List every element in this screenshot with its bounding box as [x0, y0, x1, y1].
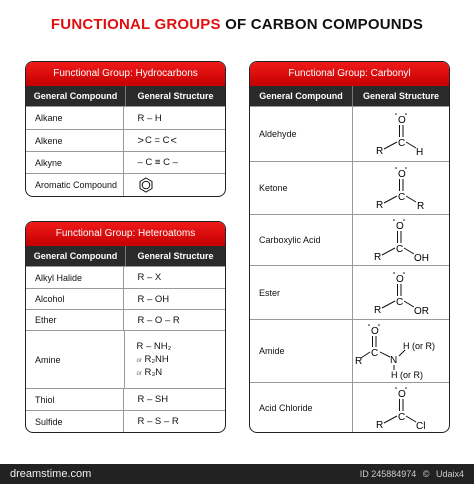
structure-alkene	[124, 130, 226, 151]
ester-structure-diagram	[366, 270, 436, 316]
compound-name: Thiol	[26, 389, 124, 410]
compound-name: Alkyne	[26, 152, 124, 173]
r-group-label: R	[376, 200, 384, 211]
compound-name: Ether	[26, 310, 124, 330]
substituent-label: R	[417, 201, 425, 211]
oxygen-label: O	[398, 115, 406, 126]
compound-name: Alkyl Halide	[26, 267, 124, 288]
carbon-label: C	[396, 296, 404, 308]
compound-name: Ester	[250, 266, 353, 319]
r-group-label: R	[374, 252, 382, 263]
structure-alkane: R – H	[137, 112, 162, 124]
substituent-label: OH	[414, 253, 429, 263]
column-header-compound: General Compound	[26, 86, 126, 106]
amine-secondary: R₂NH	[144, 354, 169, 365]
compound-name: Alcohol	[26, 289, 124, 309]
compound-name: Alkane	[26, 107, 124, 129]
structure-sulfide: R – S – R	[137, 416, 179, 427]
table-row-amine	[26, 330, 225, 388]
r-group-label: R	[376, 419, 384, 431]
carbonyl-card	[249, 61, 450, 433]
hydrocarbons-column-headers	[26, 86, 225, 106]
amine-secondary-line	[137, 354, 169, 365]
amide-structure-diagram	[353, 322, 449, 380]
structure-amine	[125, 331, 226, 388]
table-row-ether	[26, 309, 225, 330]
column-header-compound: General Compound	[250, 86, 353, 106]
amine-tertiary: R₃N	[144, 367, 163, 378]
substituent-label: OR	[414, 305, 429, 316]
compound-name: Sulfide	[26, 411, 124, 432]
r-group-label: R	[376, 146, 384, 157]
carbon-label: C	[396, 244, 404, 255]
structure-alkyne: – C ≡ C –	[137, 157, 178, 168]
oxygen-label: O	[396, 221, 404, 232]
table-row-acid-chloride	[250, 382, 449, 432]
carbonyl-header: Functional Group: Carbonyl	[250, 62, 449, 86]
aldehyde-structure-diagram	[368, 111, 434, 157]
table-row-alkene	[26, 129, 225, 151]
compound-name: Carboxylic Acid	[250, 215, 353, 265]
table-row-ketone	[250, 161, 449, 214]
title-part-red: FUNCTIONAL GROUPS	[50, 16, 221, 33]
hydrocarbons-card	[25, 61, 226, 197]
oxygen-label: O	[398, 388, 406, 400]
table-row-ester	[250, 265, 449, 319]
benzene-ring-icon	[138, 177, 154, 193]
column-header-structure: General Structure	[137, 91, 214, 101]
structure-carboxylic-acid	[353, 215, 449, 265]
ketone-structure-diagram	[368, 165, 434, 211]
structure-aldehyde	[353, 107, 449, 161]
structure-alkyl-halide: R – X	[137, 272, 162, 283]
amine-or-label: or	[136, 358, 142, 364]
structure-amide	[353, 320, 449, 382]
title-part-black: OF CARBON COMPOUNDS	[225, 16, 424, 33]
table-row-aldehyde	[250, 106, 449, 161]
table-row-amide	[250, 319, 449, 382]
alkene-core: C = C	[144, 135, 170, 146]
r-group-label: R	[374, 304, 382, 316]
alkene-left-bonds: >	[137, 134, 144, 147]
amine-or-label: or	[136, 371, 142, 377]
compound-name: Acid Chloride	[250, 383, 353, 432]
table-row-sulfide	[26, 410, 225, 432]
amide-substituent-lower: H (or R)	[391, 370, 423, 380]
table-row-carboxylic-acid	[250, 214, 449, 265]
amine-tertiary-line	[137, 367, 163, 378]
structure-acid-chloride	[353, 383, 449, 432]
compound-name: Alkene	[26, 130, 124, 151]
oxygen-label: O	[371, 326, 379, 337]
nitrogen-label: N	[390, 355, 398, 366]
carboxylic-acid-structure-diagram	[366, 217, 436, 263]
table-row-alkyl-halide	[26, 266, 225, 288]
carbon-label: C	[398, 411, 406, 423]
compound-name: Amide	[250, 320, 353, 382]
footer-credits: ID 245884974 © Udaix4	[359, 469, 464, 479]
acid-chloride-structure-diagram	[368, 385, 434, 431]
structure-aromatic	[124, 174, 226, 196]
substituent-label: Cl	[416, 420, 426, 431]
heteroatoms-header: Functional Group: Heteroatoms	[26, 222, 225, 246]
table-row-alkyne	[26, 151, 225, 173]
amine-primary: R – NH₂	[136, 341, 172, 352]
compound-name: Amine	[26, 331, 125, 388]
structure-ester	[353, 266, 449, 319]
compound-name: Aromatic Compound	[26, 174, 124, 196]
oxygen-label: O	[396, 273, 404, 285]
column-header-structure: General Structure	[362, 91, 440, 101]
amide-substituent-upper: H (or R)	[403, 341, 435, 351]
structure-ether: R – O – R	[137, 314, 180, 326]
image-id: ID 245884974	[359, 469, 417, 479]
structure-ketone	[353, 162, 449, 214]
r-group-label: R	[355, 356, 363, 367]
carbon-label: C	[398, 138, 406, 149]
heteroatoms-column-headers	[26, 246, 225, 266]
table-row-thiol	[26, 388, 225, 410]
substituent-label: H	[416, 147, 424, 157]
watermark-logo: dreamstime.com	[10, 468, 92, 480]
page-title	[0, 16, 474, 33]
compound-name: Aldehyde	[250, 107, 353, 161]
hydrocarbons-header: Functional Group: Hydrocarbons	[26, 62, 225, 86]
carbon-label: C	[371, 348, 379, 359]
table-row-aromatic	[26, 173, 225, 196]
carbonyl-column-headers	[250, 86, 449, 106]
carbon-label: C	[398, 192, 406, 203]
structure-alcohol: R – OH	[137, 293, 170, 305]
stock-footer-bar	[0, 464, 474, 484]
alkene-right-bonds: <	[170, 134, 177, 147]
structure-thiol: R – SH	[137, 394, 169, 405]
heteroatoms-card	[25, 221, 226, 433]
oxygen-label: O	[398, 169, 406, 180]
column-header-compound: General Compound	[26, 246, 126, 266]
table-row-alkane	[26, 106, 225, 129]
column-header-structure: General Structure	[137, 251, 214, 261]
compound-name: Ketone	[250, 162, 353, 214]
author-name: Udaix4	[435, 469, 464, 479]
table-row-alcohol	[26, 288, 225, 309]
